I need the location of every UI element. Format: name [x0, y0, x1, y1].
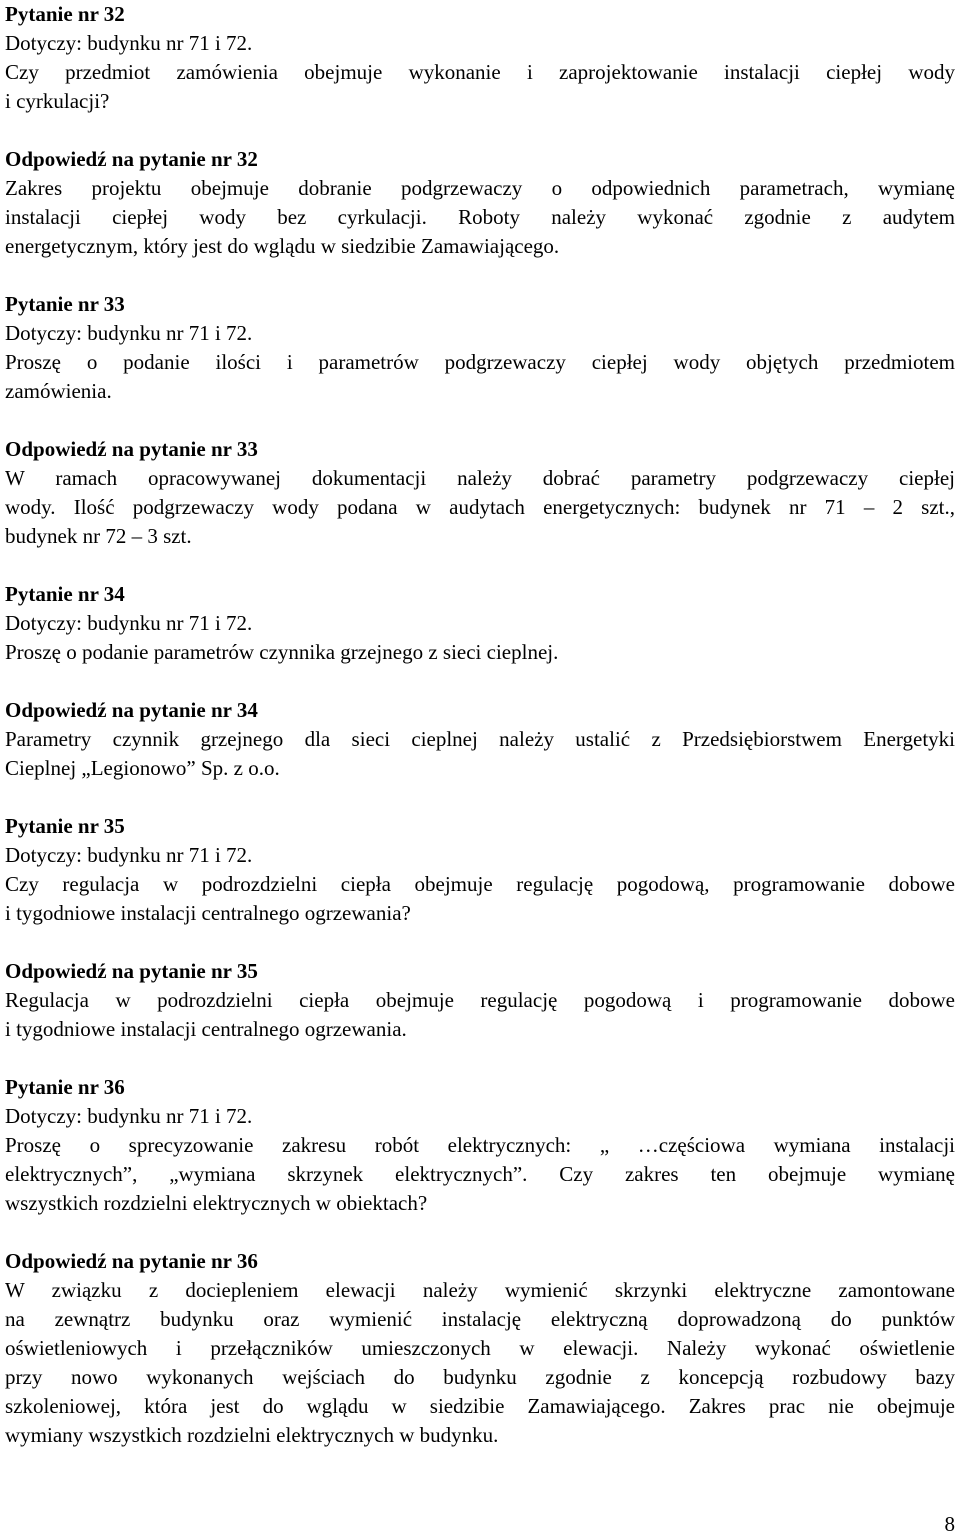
- question-heading: Pytanie nr 33: [5, 292, 125, 316]
- answer-text-line: wody. Ilość podgrzewaczy wody podana w audytach energetycznych: budynek nr 71 – 2 szt.,: [5, 495, 955, 519]
- answer-heading: Odpowiedź na pytanie nr 35: [5, 959, 258, 983]
- answer-text-line: Regulacja w podrozdzielni ciepła obejmuje regulację pogodową i programowanie dobowe: [5, 988, 955, 1012]
- answer-text-line: W związku z dociepleniem elewacji należy wymienić skrzynki elektryczne zamontowane: [5, 1278, 955, 1302]
- answer-block-33: [5, 435, 955, 551]
- question-block-32: [5, 0, 955, 116]
- question-text-line: elektrycznych”, „wymiana skrzynek elektrycznych”. Czy zakres ten obejmuje wymianę: [5, 1162, 955, 1186]
- answer-text-line: Zakres projektu obejmuje dobranie podgrzewaczy o odpowiednich parametrach, wymianę: [5, 176, 955, 200]
- question-block-36: [5, 1073, 955, 1218]
- answer-heading: Odpowiedź na pytanie nr 36: [5, 1249, 258, 1273]
- question-text-line: i cyrkulacji?: [5, 89, 110, 113]
- document-page: [5, 0, 955, 1450]
- answer-block-36: [5, 1247, 955, 1450]
- question-subject: Dotyczy: budynku nr 71 i 72.: [5, 843, 253, 867]
- question-block-35: [5, 812, 955, 928]
- question-block-33: [5, 290, 955, 406]
- answer-heading: Odpowiedź na pytanie nr 34: [5, 698, 258, 722]
- question-subject: Dotyczy: budynku nr 71 i 72.: [5, 611, 253, 635]
- answer-heading: Odpowiedź na pytanie nr 32: [5, 147, 258, 171]
- question-text-line: wszystkich rozdzielni elektrycznych w obiektach?: [5, 1191, 428, 1215]
- answer-text-line: oświetleniowych i przełączników umieszczonych w elewacji. Należy wykonać oświetlenie: [5, 1336, 955, 1360]
- question-text-line: Proszę o sprecyzowanie zakresu robót elektrycznych: „ …częściowa wymiana instalacji: [5, 1133, 955, 1157]
- question-text-line: i tygodniowe instalacji centralnego ogrzewania?: [5, 901, 411, 925]
- answer-text-line: energetycznym, który jest do wglądu w siedzibie Zamawiającego.: [5, 234, 560, 258]
- answer-text-line: instalacji ciepłej wody bez cyrkulacji. Roboty należy wykonać zgodnie z audytem: [5, 205, 955, 229]
- question-heading: Pytanie nr 35: [5, 814, 125, 838]
- answer-text-line: i tygodniowe instalacji centralnego ogrzewania.: [5, 1017, 407, 1041]
- question-text-line: zamówienia.: [5, 379, 112, 403]
- answer-heading: Odpowiedź na pytanie nr 33: [5, 437, 258, 461]
- answer-text-line: W ramach opracowywanej dokumentacji należy dobrać parametry podgrzewaczy ciepłej: [5, 466, 955, 490]
- question-heading: Pytanie nr 34: [5, 582, 125, 606]
- question-subject: Dotyczy: budynku nr 71 i 72.: [5, 31, 253, 55]
- question-block-34: [5, 580, 955, 667]
- answer-text-line: budynek nr 72 – 3 szt.: [5, 524, 192, 548]
- question-subject: Dotyczy: budynku nr 71 i 72.: [5, 1104, 253, 1128]
- question-heading: Pytanie nr 32: [5, 2, 125, 26]
- answer-block-35: [5, 957, 955, 1044]
- answer-block-34: [5, 696, 955, 783]
- question-subject: Dotyczy: budynku nr 71 i 72.: [5, 321, 253, 345]
- question-text-line: Proszę o podanie parametrów czynnika grzejnego z sieci cieplnej.: [5, 640, 559, 664]
- page-number: 8: [944, 1512, 955, 1536]
- question-text-line: Proszę o podanie ilości i parametrów podgrzewaczy ciepłej wody objętych przedmiotem: [5, 350, 955, 374]
- answer-text-line: szkoleniowej, która jest do wglądu w siedzibie Zamawiającego. Zakres prac nie obejmuje: [5, 1394, 955, 1418]
- question-text-line: Czy regulacja w podrozdzielni ciepła obejmuje regulację pogodową, programowanie dobowe: [5, 872, 955, 896]
- answer-text-line: Cieplnej „Legionowo” Sp. z o.o.: [5, 756, 280, 780]
- answer-block-32: [5, 145, 955, 261]
- answer-text-line: na zewnątrz budynku oraz wymienić instalację elektryczną doprowadzoną do punktów: [5, 1307, 955, 1331]
- question-heading: Pytanie nr 36: [5, 1075, 125, 1099]
- answer-text-line: przy nowo wykonanych wejściach do budynku zgodnie z koncepcją rozbudowy bazy: [5, 1365, 955, 1389]
- question-text-line: Czy przedmiot zamówienia obejmuje wykonanie i zaprojektowanie instalacji ciepłej wody: [5, 60, 955, 84]
- answer-text-line: Parametry czynnik grzejnego dla sieci cieplnej należy ustalić z Przedsiębiorstwem Energetyki: [5, 727, 955, 751]
- answer-text-line: wymiany wszystkich rozdzielni elektrycznych w budynku.: [5, 1423, 499, 1447]
